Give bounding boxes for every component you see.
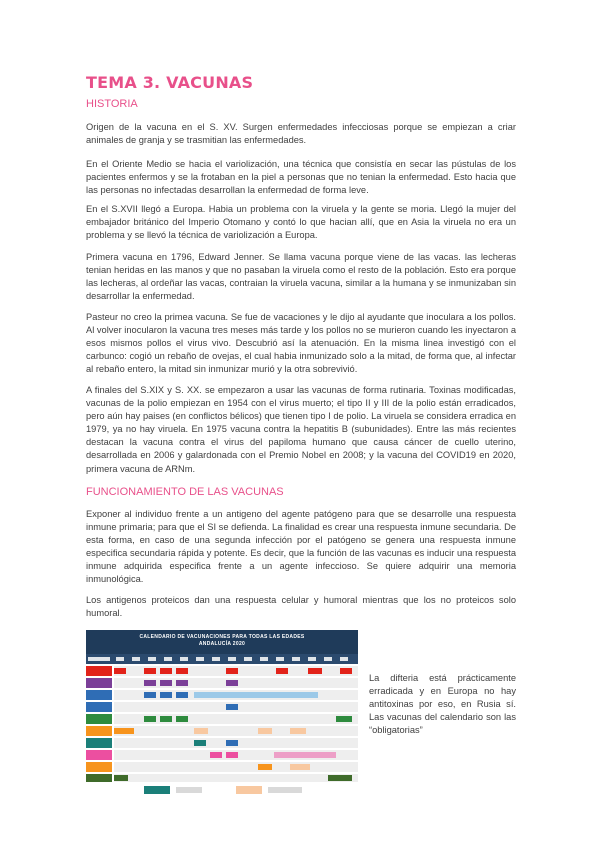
- paragraph-pasteur: Pasteur no creo la primea vacuna. Se fue de vacaciones y le dijo al ayudante que inoculara a los pollos. Al volver inocularon la vacuna tres meses más tarde y los pollos no se murieron cuando les inyectaron a esos mismos pollos el virus vivo. Descubrió así la atenuación. En la misma linea investigó con el carbunco: cogió un rebaño de ovejas, el cual habia inmunizado solo a la mitad, de forma que, al infectar al rebaño entero, la mitad sin inmunizar murió y la otra sobrevivió.: [86, 312, 516, 375]
- section-heading-historia: HISTORIA: [86, 98, 138, 110]
- calendar-grid: [86, 654, 358, 782]
- paragraph-origen: Origen de la vacuna en el S. XV. Surgen enfermedades infecciosas porque se empiezan a criar animales de granja y se trasmitian las enfermedades.: [86, 122, 516, 146]
- paragraph-europa: En el S.XVII llegó a Europa. Habia un problema con la viruela y la gente se moria. Llegó la mujer del embajador británico del Imperio Otomano y contó lo que hacian allí, que en Asia la viruela no era un problema y se llevó la técnica de variolización a Europa.: [86, 204, 516, 241]
- page-title: TEMA 3. VACUNAS: [86, 73, 254, 92]
- calendar-title-line2: ANDALUCÍA 2020: [198, 641, 246, 647]
- paragraph-antigenos: Los antigenos proteicos dan una respuesta celular y humoral mientras que los no proteicos solo humoral.: [86, 595, 516, 619]
- calendar-title-line1: CALENDARIO DE VACUNACIONES PARA TODAS LAS EDADES: [139, 634, 305, 640]
- side-note: La difteria está prácticamente erradicada y en Europa no hay antitoxinas por eso, en Rusia sí. Las vacunas del calendario son las “obligatorias”: [369, 673, 516, 735]
- vaccination-calendar-image: [86, 630, 358, 798]
- section-heading-funcionamiento: FUNCIONAMIENTO DE LAS VACUNAS: [86, 486, 284, 498]
- calendar-title: [86, 630, 358, 654]
- paragraph-oriente-medio: En el Oriente Medio se hacia el variolización, una técnica que consistía en secar las pústulas de los pacientes enfermos y se la frotaban en la piel a personas que no tenian la enfermedad. Esto hacia que las personas no infectadas desarrollan la enfermedad de forma leve.: [86, 159, 516, 196]
- paragraph-jenner: Primera vacuna en 1796, Edward Jenner. Se llama vacuna porque viene de las vacas. las lecheras tenian heridas en las manos y que no pasaban la viruela como el resto de la población. Esto era porque las lecheras, al ordeñar las vacas, contraian la viruela vacuna, similar a la humana y se inmunizaban sin desarrollar la enfermedad.: [86, 252, 516, 302]
- paragraph-siglo-xix: A finales del S.XIX y S. XX. se empezaron a usar las vacunas de forma rutinaria. Toxinas modificadas, vacunas de la polio empiezan en 1954 con el virus muerto; el tipo II y III de la polio están erradicados, pero aún hay paises (en conflictos bélicos) que tienen tipo I de polio. La viruela se considera erradica en 1979, ya no hay viruela. En 1975 vacuna contra la hepatitis B (subunidades). Entre las más recientes destacan la vacuna contra el virus del papiloma humano que causa cáncer de cuello uterino, desarrollada en 2006 y galardonada con el Premio Nobel en 2008; y la vacuna del COVID19 en 2020, primera vacuna de ARNm.: [86, 385, 516, 474]
- paragraph-funcionamiento: Exponer al individuo frente a un antigeno del agente patógeno para que se desarrolle una respuesta inmune primaria; para que el SI se defienda. La finalidad es crear una respuesta inmune secundaria. De esta forma, en caso de una segunda infección por el patógeno se genera una respuesta inmune especifica secundaria rápida y potente. Es decir, que la función de las vacunas es inducir una respuesta inmune adquirida especifica frente a un agente infeccioso. Se quiere adquirir una memoria inmunológica.: [86, 509, 516, 585]
- calendar-legend: [86, 784, 358, 798]
